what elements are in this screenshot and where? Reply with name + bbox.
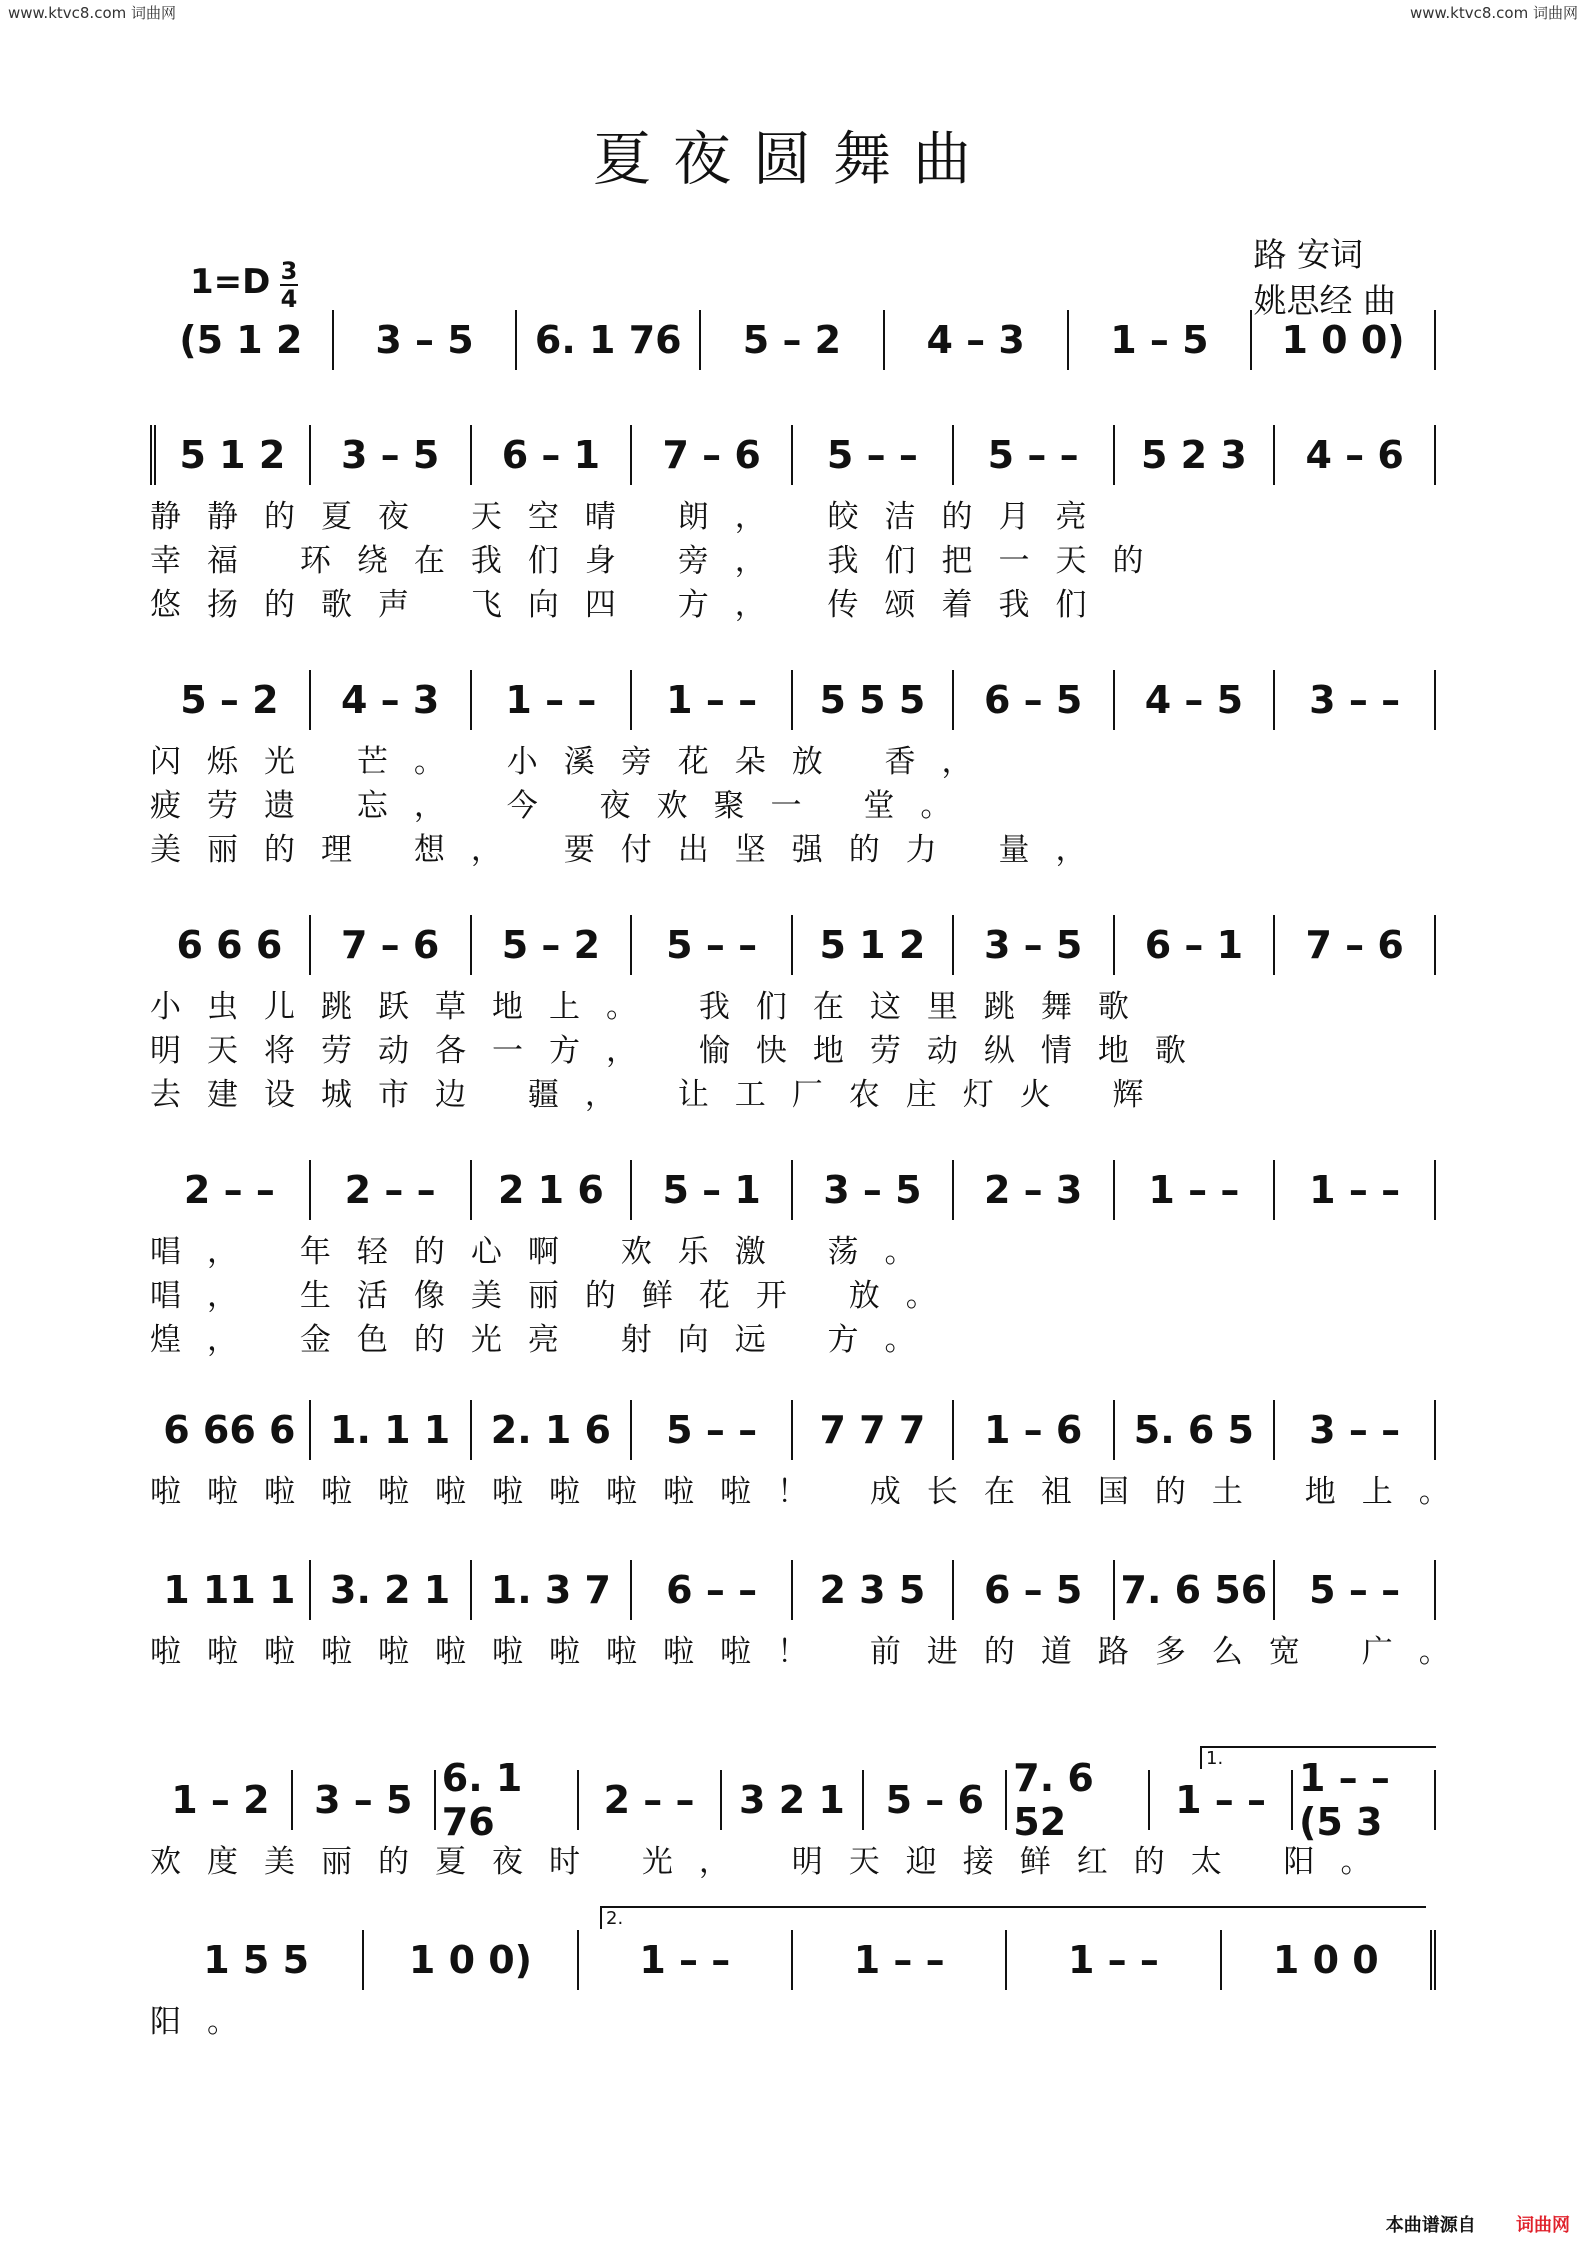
measure: 1 – 5 [1069,310,1253,370]
measure: 3 – 5 [293,1770,436,1830]
score-system [150,1390,1476,1514]
measure: 1 – – [1007,1930,1221,1990]
lyric-line: 美丽的理 想， 要付出坚强的力 量， [150,832,1113,868]
measure: 6 – 5 [954,670,1115,730]
measure: 1 – 6 [954,1400,1115,1460]
notation-line [150,1920,1436,2000]
measure: 5 1 2 [793,915,954,975]
measure: 6. 1 76 [436,1770,579,1830]
measure: 2 – – [150,1160,311,1220]
measure: 7 7 7 [793,1400,954,1460]
measure: 1. 3 7 [472,1560,633,1620]
watermark-left: www.ktvc8.com 词曲网 [8,4,177,22]
score-system [150,415,1436,627]
measure: 5 – 2 [472,915,633,975]
time-signature-bottom: 4 [280,285,298,313]
footer-source: 本曲谱源自 [1385,2215,1476,2236]
measure: 6 – 1 [1115,915,1276,975]
measure: 3 – – [1275,670,1436,730]
measure: 4 – 3 [885,310,1069,370]
measure: 6 66 6 [150,1400,311,1460]
lyric-line: 小虫儿跳跃草地上。 我们在这里跳舞歌 [150,989,1155,1025]
watermark-right: www.ktvc8.com 词曲网 [1409,4,1578,22]
measure: 3 – – [1275,1400,1436,1460]
lyric-line: 唱， 生活像美丽的鲜花开 放。 [150,1278,963,1314]
measure: 3 – 5 [793,1160,954,1220]
score-system [150,1748,1436,1884]
measure: 2 – – [311,1160,472,1220]
measure: 5 – – [954,425,1115,485]
measure: 5 – 2 [150,670,311,730]
measure: 5 – – [632,915,793,975]
measure: 1 – – [579,1930,793,1990]
score-system [150,905,1436,1117]
notation-line [150,415,1436,495]
measure: 3. 2 1 [311,1560,472,1620]
measure: 1 – – [632,670,793,730]
measure: 2. 1 6 [472,1400,633,1460]
measure: 1 0 0) [364,1930,578,1990]
measure: 7. 6 52 [1007,1770,1150,1830]
time-signature-top: 3 [280,257,298,285]
measure: 5 2 3 [1115,425,1276,485]
lyric-line: 啦啦啦啦啦啦啦啦啦啦啦！ 成长在祖国的土 地上。 [150,1474,1476,1510]
measure: 5 – 1 [632,1160,793,1220]
measure: 3 – 5 [311,425,472,485]
measure: 3 – 5 [954,915,1115,975]
measure: 4 – 3 [311,670,472,730]
lyric-line: 欢度美丽的夏夜时 光， 明天迎接鲜红的太 阳。 [150,1844,1398,1880]
measure: 6 – 1 [472,425,633,485]
score-system [150,1150,1436,1362]
measure: 2 1 6 [472,1160,633,1220]
lyric-line: 唱， 年轻的心啊 欢乐激 荡。 [150,1234,942,1270]
lyric-line: 悠扬的歌声 飞向四 方， 传颂着我们 [150,587,1113,623]
measure: 1 – – [793,1930,1007,1990]
measure: 5. 6 5 [1115,1400,1276,1460]
measure: 7 – 6 [632,425,793,485]
notation-line [150,905,1436,985]
measure: 1. 1 1 [311,1400,472,1460]
lyric-line: 幸福 环绕在我们身 旁， 我们把一天的 [150,543,1170,579]
measure: 1 – – [1150,1770,1293,1830]
measure: 7 – 6 [311,915,472,975]
lyric-line: 静静的夏夜 天空晴 朗， 皎洁的月亮 [150,499,1113,535]
measure: 2 – 3 [954,1160,1115,1220]
measure: 5 – – [1275,1560,1436,1620]
measure: 3 2 1 [722,1770,865,1830]
measure: 6 6 6 [150,915,311,975]
measure: 1 – – (5 3 [1293,1770,1436,1830]
measure: 1 0 0) [1252,310,1436,370]
lyric-line: 明天将劳动各一方， 愉快地劳动纵情地歌 [150,1033,1212,1069]
lyric-line: 闪烁光 芒。 小溪旁花朵放 香， [150,744,999,780]
measure: 1 5 5 [150,1930,364,1990]
measure: 7. 6 56 [1115,1560,1276,1620]
composer-credit: 姚思经 曲 [1253,281,1396,320]
measure: 5 – 2 [701,310,885,370]
notation-line [150,1150,1436,1230]
lyricist-credit: 路 安词 [1253,235,1363,274]
measure: 1 11 1 [150,1560,311,1620]
measure: 6 – 5 [954,1560,1115,1620]
volta-ending-label: 1. [1200,1746,1436,1769]
key-signature: 1=D [190,262,271,302]
notation-line [150,300,1436,380]
measure: 1 – – [1275,1160,1436,1220]
measure: 3 – 5 [334,310,518,370]
lyric-line: 煌， 金色的光亮 射向远 方。 [150,1322,942,1358]
song-title: 夏夜圆舞曲 [592,125,993,193]
measure: 4 – 6 [1275,425,1436,485]
lyric-line: 疲劳遗 忘， 今 夜欢聚一 堂。 [150,788,978,824]
lyric-line: 阳。 [150,2004,264,2040]
footer [1386,2211,1570,2237]
notation-line [150,660,1436,740]
measure: 2 3 5 [793,1560,954,1620]
measure: 1 0 0 [1222,1930,1436,1990]
measure: 4 – 5 [1115,670,1276,730]
footer-site: 词曲网 [1516,2215,1570,2236]
measure: 6 – – [632,1560,793,1620]
lyric-line: 啦啦啦啦啦啦啦啦啦啦啦！ 前进的道路多么宽 广。 [150,1634,1476,1670]
lyric-line: 去建设城市边 疆， 让工厂农庄灯火 辉 [150,1077,1170,1113]
measure: 6. 1 76 [517,310,701,370]
measure: 1 – – [1115,1160,1276,1220]
score-system [150,1550,1476,1674]
volta-ending-label: 2. [600,1906,1426,1929]
measure: 5 – 6 [864,1770,1007,1830]
measure: 5 1 2 [150,425,311,485]
measure: 1 – – [472,670,633,730]
score-system [150,300,1436,380]
measure: (5 1 2 [150,310,334,370]
measure: 5 – – [793,425,954,485]
notation-line [150,1756,1436,1844]
score-system [150,660,1436,872]
measure: 5 – – [632,1400,793,1460]
measure: 2 – – [579,1770,722,1830]
measure: 5 5 5 [793,670,954,730]
measure: 1 – 2 [150,1770,293,1830]
score-system [150,1908,1436,2044]
notation-line [150,1550,1436,1630]
notation-line [150,1390,1436,1470]
measure: 7 – 6 [1275,915,1436,975]
